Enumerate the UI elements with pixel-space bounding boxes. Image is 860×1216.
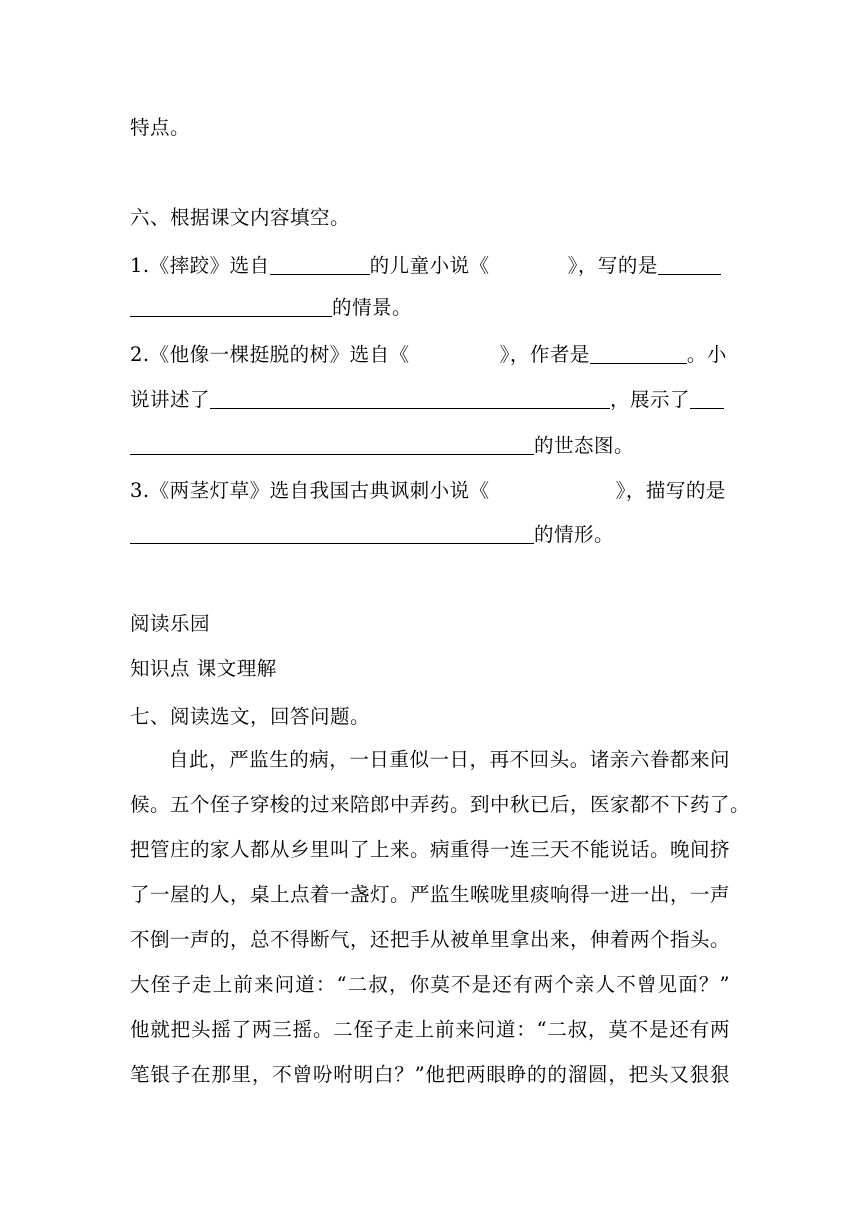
q6-1-text-b: 的儿童小说《 (369, 254, 490, 277)
blank-panorama-part1[interactable] (690, 388, 724, 409)
passage-line-2: 候。五个侄子穿梭的过来陪郎中弄药。到中秋已后，医家都不下药了。 (130, 793, 751, 816)
question-6-1-line-2 (130, 295, 412, 321)
q6-2-text-b: 》，作者是 (499, 343, 590, 366)
passage-line-7: 他就把头摇了两三摇。二侄子走上前来问道：“二叔，莫不是还有两 (130, 1018, 730, 1041)
q6-2-text-e: ，展示了 (610, 388, 691, 411)
q6-1-text-c: 》，写的是 (567, 254, 658, 277)
question-6-2-line-1 (130, 342, 727, 368)
question-6-1-line-1 (130, 253, 721, 279)
knowledge-point-label: 知识点 课文理解 (130, 657, 277, 680)
q6-3-text-c: 的情形。 (534, 523, 615, 546)
q6-1-text-a: 1.《摔跤》选自 (130, 254, 270, 277)
blank-description[interactable] (130, 523, 534, 544)
blank-content-part2[interactable] (130, 296, 332, 317)
q6-3-text-b: 》，描写的是 (615, 479, 726, 502)
q6-2-text-f: 的世态图。 (534, 434, 635, 457)
question-6-heading: 六、根据课文内容填空。 (130, 206, 351, 229)
passage-line-5: 不倒一声的，总不得断气，还把手从被单里拿出来，伸着两个指头。 (130, 928, 731, 951)
blank-panorama-part2[interactable] (130, 434, 534, 455)
q6-2-text-a: 2.《他像一棵挺脱的树》选自《 (130, 343, 410, 366)
passage-line-6: 大侄子走上前来问道：“二叔，你莫不是还有两个亲人不曾见面？” (130, 973, 730, 996)
passage-line-8: 笔银子在那里，不曾吩咐明白？”他把两眼睁的的溜圆，把头又狠狠 (130, 1063, 730, 1086)
q6-2-text-c: 。小 (686, 343, 727, 366)
blank-content-part1[interactable] (658, 254, 721, 275)
question-6-2-line-3 (130, 433, 634, 459)
passage-line-3: 把管庄的家人都从乡里叫了上来。病重得一连三天不能说话。晚间挤 (130, 838, 731, 861)
question-6-3-line-2 (130, 522, 614, 548)
paragraph-continuation: 特点。 (130, 116, 191, 139)
blank-story-summary[interactable] (210, 388, 610, 409)
passage-line-1: 自此，严监生的病，一日重似一日，再不回头。诸亲六眷都来问 (169, 748, 730, 771)
section-title-reading: 阅读乐园 (130, 612, 211, 635)
question-7-heading: 七、阅读选文，回答问题。 (130, 705, 371, 728)
blank-author[interactable] (270, 254, 370, 275)
q6-2-text-d: 说讲述了 (130, 388, 211, 411)
question-6-2-line-2 (130, 387, 724, 413)
passage-line-4: 了一屋的人，桌上点着一盏灯。严监生喉咙里痰响得一进一出，一声 (130, 883, 731, 906)
question-6-3-line-1 (130, 478, 726, 504)
q6-3-text-a: 3.《两茎灯草》选自我国古典讽刺小说《 (130, 479, 490, 502)
blank-author-2[interactable] (590, 343, 687, 364)
q6-1-text-d: 的情景。 (332, 296, 413, 319)
